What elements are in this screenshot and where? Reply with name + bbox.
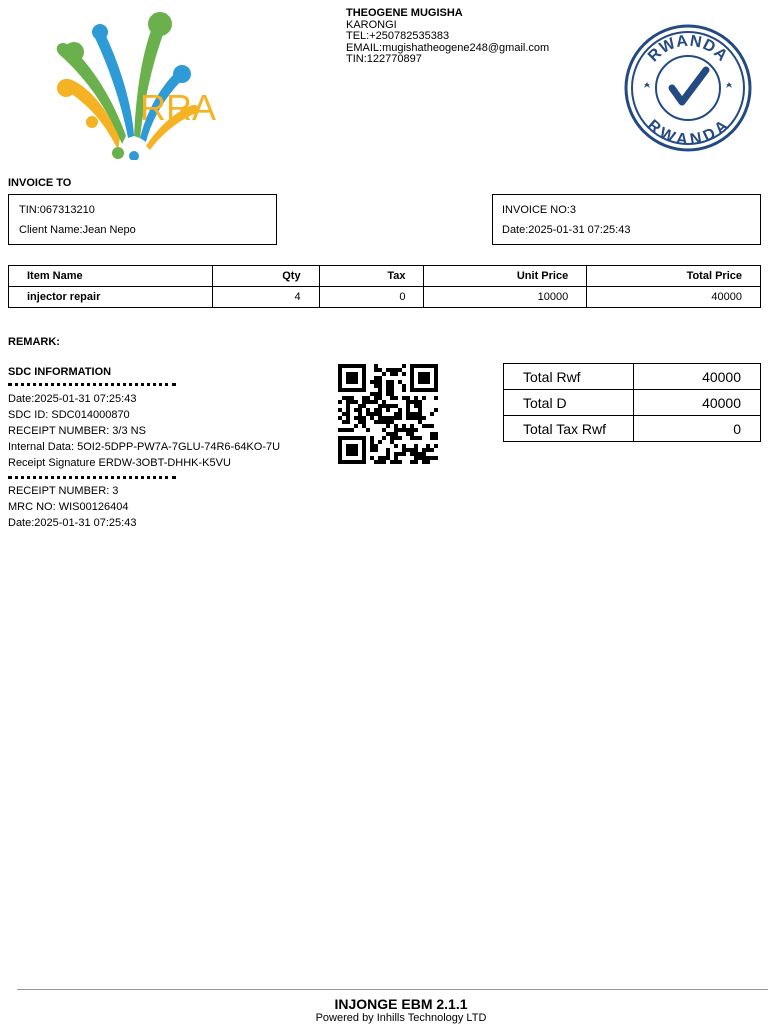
items-header-row [9, 266, 761, 287]
invoice-meta-box [492, 194, 761, 245]
receipt-info [8, 483, 136, 531]
item-qty-cell: 4 [212, 287, 319, 308]
star-icon [726, 82, 732, 88]
remark-title: REMARK: [8, 336, 60, 348]
seller-email: EMAIL:mugishatheogene248@gmail.com [346, 41, 550, 54]
item-unit-price-cell: 10000 [424, 287, 587, 308]
items-table [8, 265, 761, 308]
receipt-date: Date:2025-01-31 07:25:43 [8, 517, 137, 529]
seller-info [346, 8, 549, 66]
totals-table [503, 363, 761, 442]
client-name: Client Name:Jean Nepo [19, 224, 136, 236]
dotted-divider [8, 383, 176, 386]
seller-name: THEOGENE MUGISHA [346, 7, 463, 19]
total-tax-value: 0 [634, 416, 761, 442]
totals-row [504, 390, 761, 416]
sdc-internal-data: Internal Data: 5OI2-5DPP-PW7A-7GLU-74R6-64KO-7U [8, 441, 281, 453]
header-unit-price: Unit Price [424, 266, 587, 287]
svg-text:RWANDA [644, 117, 732, 149]
dotted-divider [8, 476, 176, 479]
sdc-receipt-signature: Receipt Signature ERDW-3OBT-DHHK-K5VU [8, 457, 231, 469]
total-d-value: 40000 [634, 390, 761, 416]
totals-row [504, 416, 761, 442]
stamp-bottom-text: RWANDA [643, 116, 733, 149]
header-qty: Qty [212, 266, 319, 287]
table-row [9, 287, 761, 308]
header-tax: Tax [319, 266, 424, 287]
rra-logo [48, 10, 218, 160]
star-icon [644, 82, 650, 88]
item-tax-cell: 0 [319, 287, 424, 308]
sdc-id: SDC ID: SDC014000870 [8, 409, 130, 421]
checkmark-icon [672, 70, 706, 102]
item-total-price-cell: 40000 [587, 287, 761, 308]
total-rwf-label: Total Rwf [504, 364, 634, 390]
svg-text:RWANDA [645, 33, 731, 66]
seller-tel: TEL:+250782535383 [346, 30, 450, 43]
client-info-box [8, 194, 277, 245]
header-item-name: Item Name [9, 266, 213, 287]
mrc-number: MRC NO: WIS00126404 [8, 501, 129, 513]
sdc-title: SDC INFORMATION [8, 366, 112, 378]
sdc-info [8, 391, 280, 471]
total-tax-label: Total Tax Rwf [504, 416, 634, 442]
item-name-cell: injector repair [9, 287, 213, 308]
seller-tin: TIN:122770897 [346, 53, 422, 66]
qr-code [338, 363, 438, 465]
header-total-price: Total Price [587, 266, 761, 287]
total-d-label: Total D [504, 390, 634, 416]
totals-row [504, 364, 761, 390]
invoice-number: INVOICE NO:3 [502, 204, 576, 216]
stamp-top-text: RWANDA [644, 32, 732, 66]
seller-location: KARONGI [346, 18, 397, 31]
sdc-receipt-number: RECEIPT NUMBER: 3/3 NS [8, 425, 146, 437]
total-rwf-value: 40000 [634, 364, 761, 390]
client-tin: TIN:067313210 [19, 204, 95, 216]
rwanda-stamp [622, 22, 754, 154]
logo-text: RRA [140, 87, 217, 128]
footer-divider [17, 989, 768, 990]
footer-subtitle: Powered by Inhills Technology LTD [315, 1012, 487, 1024]
footer-title: INJONGE EBM 2.1.1 [334, 996, 468, 1012]
invoice-date: Date:2025-01-31 07:25:43 [502, 224, 631, 236]
receipt-number: RECEIPT NUMBER: 3 [8, 485, 119, 497]
sdc-date: Date:2025-01-31 07:25:43 [8, 393, 137, 405]
invoice-to-title: INVOICE TO [8, 177, 72, 189]
